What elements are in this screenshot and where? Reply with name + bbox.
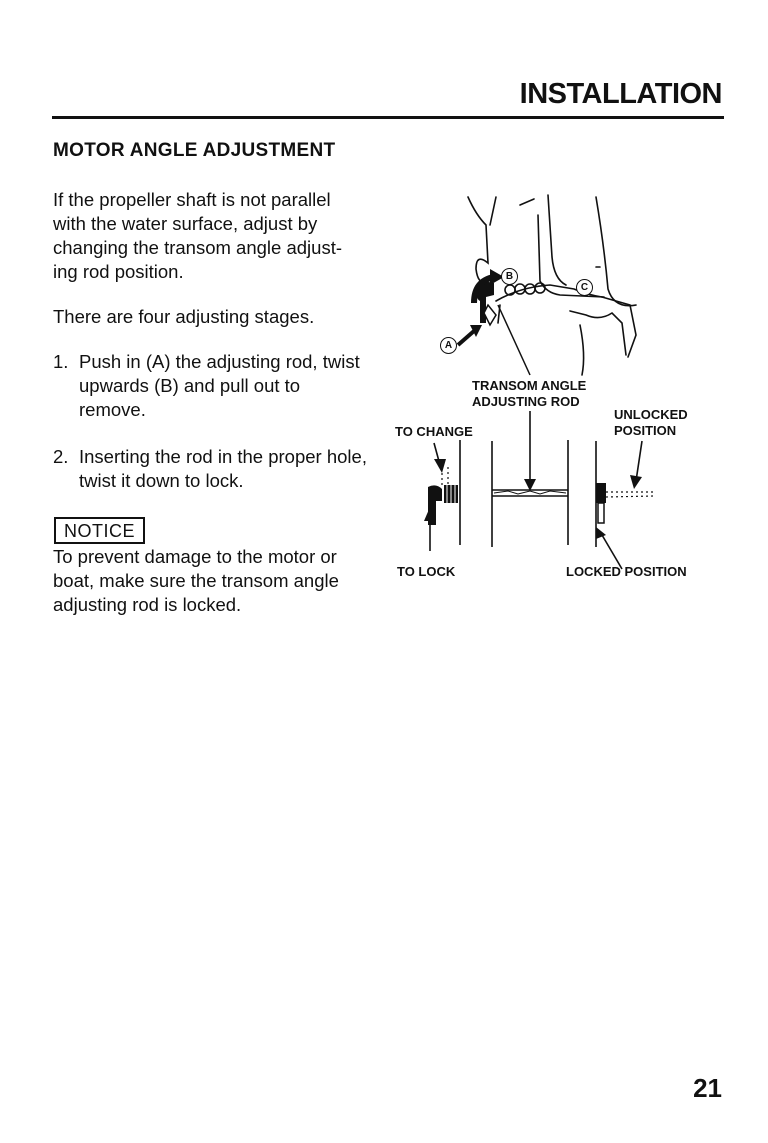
rod-label-line2: ADJUSTING ROD [472, 394, 580, 409]
marker-b: B [501, 268, 518, 285]
step-text: Push in (A) the adjusting rod, twist upwards (B) and pull out to remove. [79, 351, 360, 420]
list-item [53, 445, 368, 493]
unlocked-label-line1: UNLOCKED [614, 407, 688, 422]
stages-paragraph: There are four adjusting stages. [53, 306, 315, 327]
steps-list [53, 350, 368, 516]
page-header: INSTALLATION [519, 78, 722, 110]
section-title: MOTOR ANGLE ADJUSTMENT [53, 140, 336, 161]
step-number: 1. [53, 351, 69, 372]
list-item [53, 350, 368, 422]
step-text: Inserting the rod in the proper hole, twist it down to lock. [79, 446, 367, 491]
page-number: 21 [693, 1073, 722, 1103]
notice-paragraph: To prevent damage to the motor or boat, make sure the transom angle adjusting rod is locked. [53, 546, 339, 615]
to-lock-label: TO LOCK [397, 564, 456, 579]
marker-c: C [576, 279, 593, 296]
notice-badge: NOTICE [54, 517, 145, 544]
unlocked-label-line2: POSITION [614, 423, 677, 438]
step-number: 2. [53, 446, 69, 467]
locked-position-label: LOCKED POSITION [566, 564, 687, 579]
rod-label-line1: TRANSOM ANGLE [472, 378, 587, 393]
to-change-label: TO CHANGE [395, 424, 473, 439]
marker-a: A [440, 337, 457, 354]
intro-paragraph: If the propeller shaft is not parallel with the water surface, adjust by changing the transom angle adjust-ing rod position. [53, 189, 342, 282]
transom-rod-figure [390, 185, 730, 595]
header-rule [52, 116, 724, 119]
